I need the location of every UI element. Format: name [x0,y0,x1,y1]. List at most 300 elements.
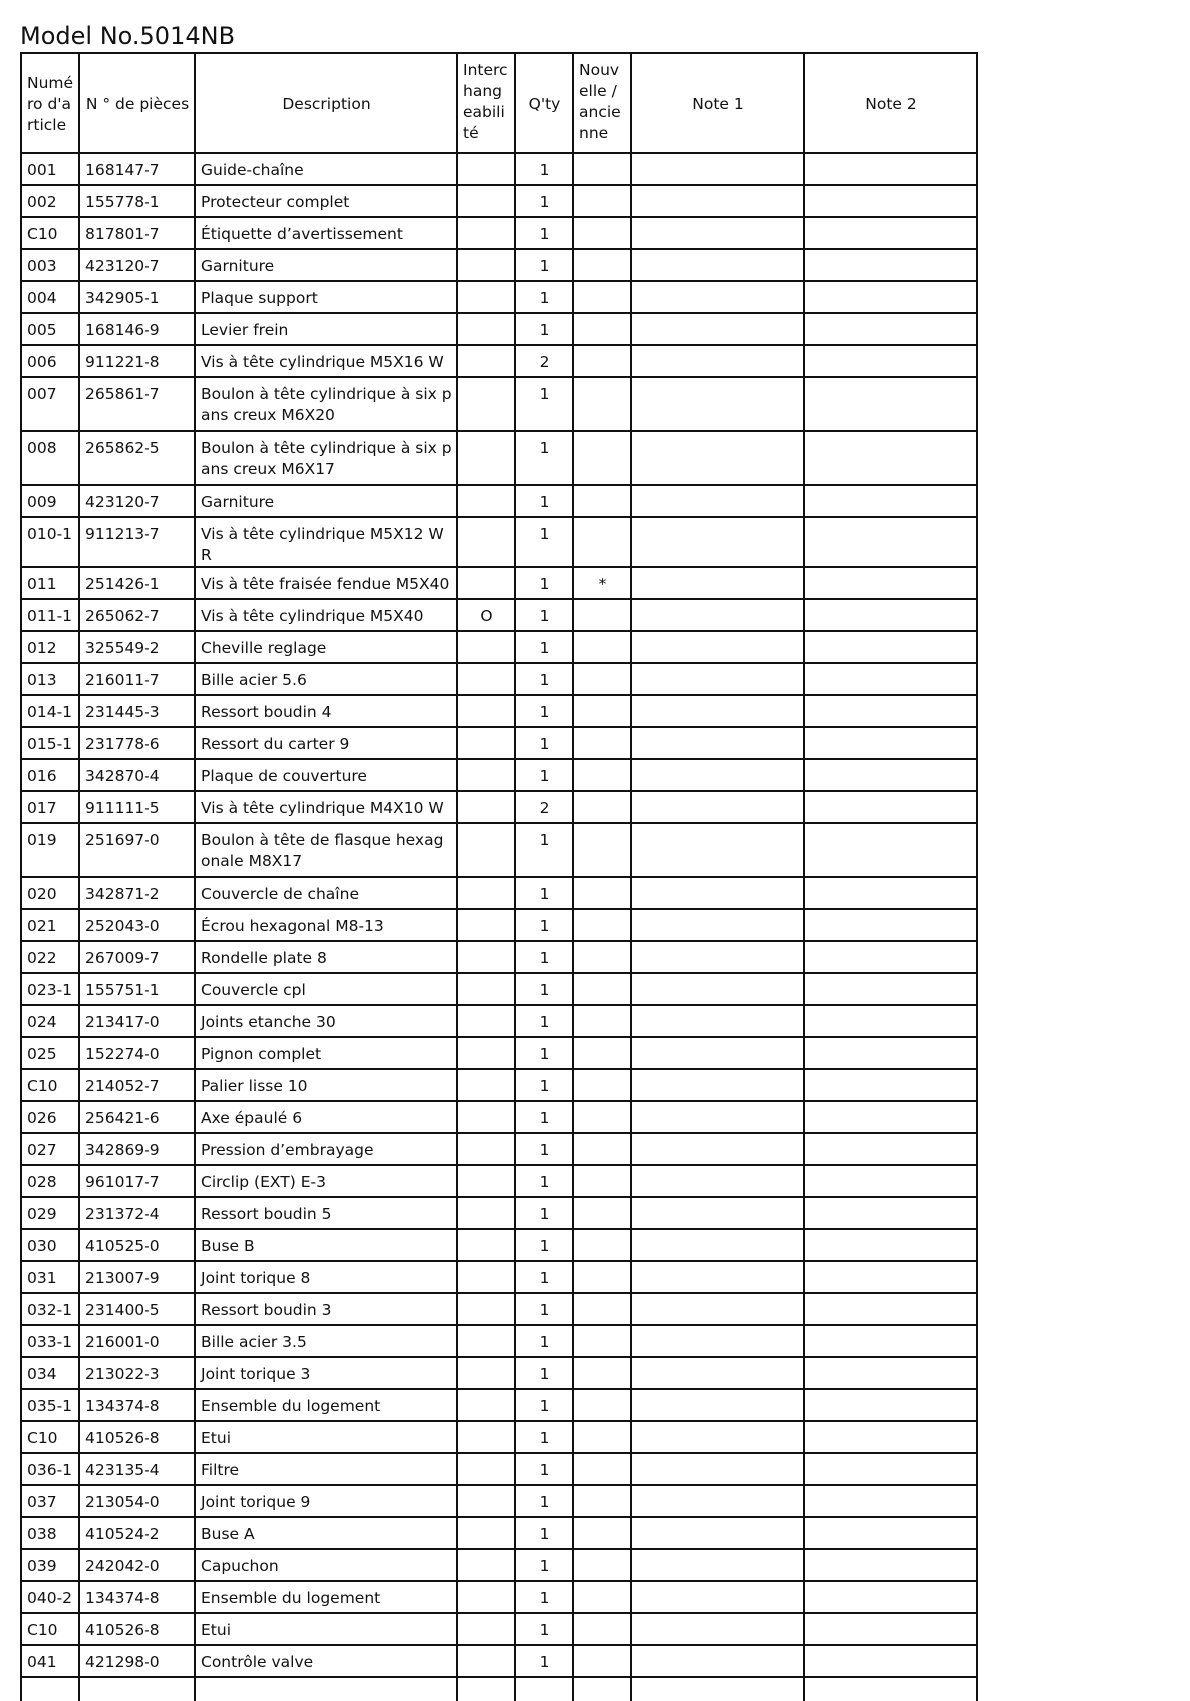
cell-part-number: 213054-0 [79,1485,195,1517]
cell-quantity: 1 [515,1261,573,1293]
table-row [21,1645,977,1677]
cell-note-2 [804,1389,977,1421]
table-row [21,1165,977,1197]
cell-note-1 [631,1325,804,1357]
cell-note-2 [804,1453,977,1485]
cell-quantity: 1 [515,1485,573,1517]
cell-part-number: 410524-2 [79,1517,195,1549]
cell-new-old [573,1389,631,1421]
table-row [21,1261,977,1293]
cell-note-2 [804,1613,977,1645]
cell-interchangeability [457,1325,515,1357]
cell-quantity: 1 [515,599,573,631]
cell-interchangeability [457,185,515,217]
cell-note-1 [631,517,804,567]
cell-note-2 [804,1645,977,1677]
table-row [21,1485,977,1517]
cell-quantity: 2 [515,345,573,377]
cell-note-2 [804,1261,977,1293]
cell-note-1 [631,1581,804,1613]
cell-quantity: 1 [515,823,573,877]
cell-item-number: 001 [21,153,79,185]
cell-new-old [573,727,631,759]
header-description: Description [195,53,457,153]
cell-new-old [573,1101,631,1133]
cell-quantity: 1 [515,1549,573,1581]
cell-new-old [573,1357,631,1389]
cell-part-number: 168147-7 [79,153,195,185]
cell-interchangeability: O [457,599,515,631]
cell-item-number: 008 [21,431,79,485]
cell-description: Garniture [195,249,457,281]
cell-item-number: 014-1 [21,695,79,727]
cell-empty [573,1677,631,1701]
cell-note-2 [804,1357,977,1389]
cell-item-number: 002 [21,185,79,217]
cell-interchangeability [457,791,515,823]
cell-description: Ressort boudin 3 [195,1293,457,1325]
cell-quantity: 1 [515,485,573,517]
cell-interchangeability [457,281,515,313]
header-new-old: Nouvelle / ancienne [573,53,631,153]
cell-item-number: 027 [21,1133,79,1165]
cell-interchangeability [457,663,515,695]
cell-interchangeability [457,941,515,973]
cell-description: Bille acier 3.5 [195,1325,457,1357]
cell-item-number: C10 [21,1069,79,1101]
cell-description: Plaque de couverture [195,759,457,791]
cell-part-number: 325549-2 [79,631,195,663]
cell-new-old [573,1037,631,1069]
cell-item-number: 031 [21,1261,79,1293]
cell-note-1 [631,567,804,599]
cell-part-number: 216001-0 [79,1325,195,1357]
cell-new-old [573,1261,631,1293]
cell-new-old [573,631,631,663]
cell-quantity: 1 [515,281,573,313]
cell-description: Etui [195,1421,457,1453]
cell-note-2 [804,313,977,345]
cell-item-number: 033-1 [21,1325,79,1357]
cell-part-number: 134374-8 [79,1581,195,1613]
table-row [21,1389,977,1421]
cell-note-1 [631,973,804,1005]
cell-part-number: 256421-6 [79,1101,195,1133]
table-row [21,567,977,599]
cell-note-2 [804,249,977,281]
cell-quantity: 1 [515,1517,573,1549]
cell-note-2 [804,695,977,727]
cell-note-2 [804,1037,977,1069]
table-row [21,1037,977,1069]
cell-part-number: 231778-6 [79,727,195,759]
table-row [21,1133,977,1165]
cell-description: Contrôle valve [195,1645,457,1677]
cell-part-number: 134374-8 [79,1389,195,1421]
cell-description: Bille acier 5.6 [195,663,457,695]
cell-new-old [573,1325,631,1357]
cell-description: Plaque support [195,281,457,313]
cell-description: Boulon à tête de flasque hexagonale M8X17 [195,823,457,877]
cell-part-number: 265862-5 [79,431,195,485]
cell-part-number: 213007-9 [79,1261,195,1293]
cell-empty [79,1677,195,1701]
cell-quantity: 1 [515,1069,573,1101]
cell-new-old [573,1421,631,1453]
cell-description: Rondelle plate 8 [195,941,457,973]
cell-part-number: 342869-9 [79,1133,195,1165]
cell-quantity: 1 [515,431,573,485]
cell-quantity: 1 [515,377,573,431]
header-interchangeability: Interchangeabilité [457,53,515,153]
cell-item-number: C10 [21,1421,79,1453]
cell-new-old [573,313,631,345]
cell-empty [457,1677,515,1701]
cell-quantity: 1 [515,1293,573,1325]
cell-part-number: 155778-1 [79,185,195,217]
table-header-row [21,53,977,153]
cell-description: Pignon complet [195,1037,457,1069]
table-row [21,727,977,759]
page-title: Model No.5014NB [20,22,236,50]
cell-item-number: 012 [21,631,79,663]
cell-part-number: 342870-4 [79,759,195,791]
cell-interchangeability [457,217,515,249]
cell-new-old [573,517,631,567]
table-row [21,1197,977,1229]
cell-description: Vis à tête cylindrique M5X16 W [195,345,457,377]
cell-note-1 [631,185,804,217]
cell-quantity: 1 [515,313,573,345]
cell-part-number: 410526-8 [79,1613,195,1645]
cell-item-number: 003 [21,249,79,281]
cell-description: Boulon à tête cylindrique à six pans creux M6X20 [195,377,457,431]
cell-note-1 [631,217,804,249]
cell-item-number: C10 [21,217,79,249]
cell-empty [21,1677,79,1701]
cell-description: Joints etanche 30 [195,1005,457,1037]
cell-quantity: 1 [515,1229,573,1261]
cell-quantity: 1 [515,567,573,599]
cell-interchangeability [457,1197,515,1229]
cell-part-number: 252043-0 [79,909,195,941]
table-row [21,1549,977,1581]
cell-description: Cheville reglage [195,631,457,663]
cell-note-1 [631,823,804,877]
table-row [21,249,977,281]
cell-note-2 [804,185,977,217]
cell-note-2 [804,1549,977,1581]
cell-interchangeability [457,153,515,185]
cell-note-2 [804,727,977,759]
table-row [21,941,977,973]
cell-new-old [573,1293,631,1325]
cell-description: Pression d’embrayage [195,1133,457,1165]
cell-note-1 [631,1005,804,1037]
cell-item-number: C10 [21,1613,79,1645]
cell-quantity: 1 [515,1133,573,1165]
cell-interchangeability [457,823,515,877]
cell-interchangeability [457,1549,515,1581]
cell-description: Boulon à tête cylindrique à six pans creux M6X17 [195,431,457,485]
table-row [21,185,977,217]
cell-quantity: 1 [515,153,573,185]
cell-note-2 [804,153,977,185]
cell-quantity: 1 [515,185,573,217]
cell-item-number: 013 [21,663,79,695]
cell-part-number: 231372-4 [79,1197,195,1229]
cell-description: Écrou hexagonal M8-13 [195,909,457,941]
cell-new-old [573,1549,631,1581]
cell-part-number: 152274-0 [79,1037,195,1069]
cell-interchangeability [457,1645,515,1677]
cell-quantity: 1 [515,973,573,1005]
cell-description: Circlip (EXT) E-3 [195,1165,457,1197]
cell-note-2 [804,431,977,485]
cell-note-2 [804,791,977,823]
cell-description: Capuchon [195,1549,457,1581]
cell-description: Guide-chaîne [195,153,457,185]
cell-interchangeability [457,759,515,791]
cell-note-2 [804,1069,977,1101]
table-row [21,759,977,791]
cell-note-2 [804,1229,977,1261]
cell-note-2 [804,1005,977,1037]
cell-note-1 [631,941,804,973]
cell-item-number: 021 [21,909,79,941]
cell-part-number: 410525-0 [79,1229,195,1261]
cell-new-old [573,1069,631,1101]
cell-item-number: 028 [21,1165,79,1197]
cell-item-number: 015-1 [21,727,79,759]
cell-note-1 [631,1261,804,1293]
table-row [21,823,977,877]
cell-description: Filtre [195,1453,457,1485]
cell-part-number: 421298-0 [79,1645,195,1677]
cell-note-1 [631,791,804,823]
cell-note-2 [804,1293,977,1325]
cell-note-1 [631,909,804,941]
cell-new-old [573,791,631,823]
cell-quantity: 1 [515,249,573,281]
cell-item-number: 009 [21,485,79,517]
cell-interchangeability [457,1357,515,1389]
cell-new-old [573,1229,631,1261]
cell-quantity: 1 [515,1325,573,1357]
cell-note-1 [631,599,804,631]
cell-note-2 [804,1197,977,1229]
cell-new-old [573,249,631,281]
table-row-partial [21,1677,977,1701]
table-row [21,431,977,485]
cell-new-old [573,877,631,909]
table-row [21,1325,977,1357]
cell-interchangeability [457,377,515,431]
cell-part-number: 342905-1 [79,281,195,313]
cell-empty [804,1677,977,1701]
cell-description: Ensemble du logement [195,1581,457,1613]
cell-note-1 [631,313,804,345]
cell-quantity: 1 [515,1165,573,1197]
header-part-number: N ° de pièces [79,53,195,153]
cell-new-old [573,1197,631,1229]
table-row [21,909,977,941]
table-row [21,791,977,823]
cell-description: Buse B [195,1229,457,1261]
cell-item-number: 030 [21,1229,79,1261]
cell-note-1 [631,1069,804,1101]
cell-note-2 [804,877,977,909]
cell-description: Ressort boudin 4 [195,695,457,727]
cell-part-number: 267009-7 [79,941,195,973]
cell-note-2 [804,345,977,377]
cell-description: Ressort du carter 9 [195,727,457,759]
cell-description: Joint torique 8 [195,1261,457,1293]
cell-description: Etui [195,1613,457,1645]
cell-note-1 [631,1645,804,1677]
header-item-number: Numéro d'article [21,53,79,153]
cell-quantity: 1 [515,909,573,941]
cell-part-number: 423120-7 [79,485,195,517]
cell-interchangeability [457,249,515,281]
cell-item-number: 041 [21,1645,79,1677]
cell-note-2 [804,485,977,517]
cell-note-2 [804,823,977,877]
cell-new-old [573,1453,631,1485]
table-row [21,153,977,185]
cell-part-number: 265861-7 [79,377,195,431]
cell-note-2 [804,759,977,791]
table-row [21,877,977,909]
cell-quantity: 1 [515,1421,573,1453]
cell-item-number: 004 [21,281,79,313]
cell-item-number: 040-2 [21,1581,79,1613]
parts-table [20,52,978,1701]
cell-quantity: 1 [515,877,573,909]
table-row [21,345,977,377]
cell-description: Buse A [195,1517,457,1549]
cell-description: Étiquette d’avertissement [195,217,457,249]
cell-description: Vis à tête cylindrique M5X40 [195,599,457,631]
cell-part-number: 961017-7 [79,1165,195,1197]
cell-note-1 [631,1613,804,1645]
cell-part-number: 265062-7 [79,599,195,631]
cell-interchangeability [457,1261,515,1293]
cell-new-old [573,431,631,485]
cell-item-number: 037 [21,1485,79,1517]
cell-note-1 [631,377,804,431]
cell-interchangeability [457,1581,515,1613]
table-row [21,1293,977,1325]
cell-interchangeability [457,1133,515,1165]
cell-description: Couvercle de chaîne [195,877,457,909]
cell-part-number: 231400-5 [79,1293,195,1325]
cell-quantity: 1 [515,1389,573,1421]
table-row [21,485,977,517]
cell-interchangeability [457,1485,515,1517]
cell-note-2 [804,973,977,1005]
cell-interchangeability [457,1037,515,1069]
cell-new-old [573,485,631,517]
cell-note-2 [804,1133,977,1165]
cell-interchangeability [457,1101,515,1133]
cell-note-1 [631,1485,804,1517]
cell-note-2 [804,631,977,663]
cell-new-old [573,759,631,791]
cell-description: Vis à tête fraisée fendue M5X40 [195,567,457,599]
table-row [21,1357,977,1389]
table-row [21,1581,977,1613]
cell-note-2 [804,217,977,249]
cell-interchangeability [457,1293,515,1325]
cell-description: Garniture [195,485,457,517]
table-row [21,1421,977,1453]
cell-interchangeability [457,1005,515,1037]
cell-note-2 [804,941,977,973]
table-row [21,1069,977,1101]
cell-description: Ensemble du logement [195,1389,457,1421]
cell-note-1 [631,1453,804,1485]
cell-part-number: 423135-4 [79,1453,195,1485]
cell-note-1 [631,1229,804,1261]
cell-note-1 [631,631,804,663]
cell-quantity: 1 [515,1645,573,1677]
table-row [21,517,977,567]
cell-note-1 [631,1357,804,1389]
cell-note-2 [804,1517,977,1549]
cell-interchangeability [457,1389,515,1421]
cell-quantity: 1 [515,727,573,759]
cell-new-old [573,941,631,973]
cell-new-old [573,1645,631,1677]
cell-item-number: 035-1 [21,1389,79,1421]
cell-new-old [573,1613,631,1645]
cell-part-number: 168146-9 [79,313,195,345]
cell-new-old [573,281,631,313]
cell-note-2 [804,1165,977,1197]
cell-note-2 [804,663,977,695]
cell-item-number: 025 [21,1037,79,1069]
table-row [21,1613,977,1645]
table-row [21,217,977,249]
cell-note-2 [804,517,977,567]
cell-note-1 [631,153,804,185]
cell-interchangeability [457,313,515,345]
cell-quantity: 1 [515,1101,573,1133]
cell-item-number: 011-1 [21,599,79,631]
cell-new-old [573,185,631,217]
cell-note-1 [631,877,804,909]
table-row [21,599,977,631]
cell-note-1 [631,1165,804,1197]
cell-note-2 [804,1101,977,1133]
cell-item-number: 022 [21,941,79,973]
cell-quantity: 1 [515,517,573,567]
cell-note-1 [631,1389,804,1421]
table-row [21,377,977,431]
cell-note-1 [631,727,804,759]
cell-part-number: 216011-7 [79,663,195,695]
cell-note-1 [631,695,804,727]
cell-quantity: 1 [515,217,573,249]
cell-description: Levier frein [195,313,457,345]
table-row [21,1453,977,1485]
cell-note-1 [631,485,804,517]
cell-part-number: 242042-0 [79,1549,195,1581]
cell-note-2 [804,1485,977,1517]
cell-part-number: 213022-3 [79,1357,195,1389]
cell-note-2 [804,567,977,599]
